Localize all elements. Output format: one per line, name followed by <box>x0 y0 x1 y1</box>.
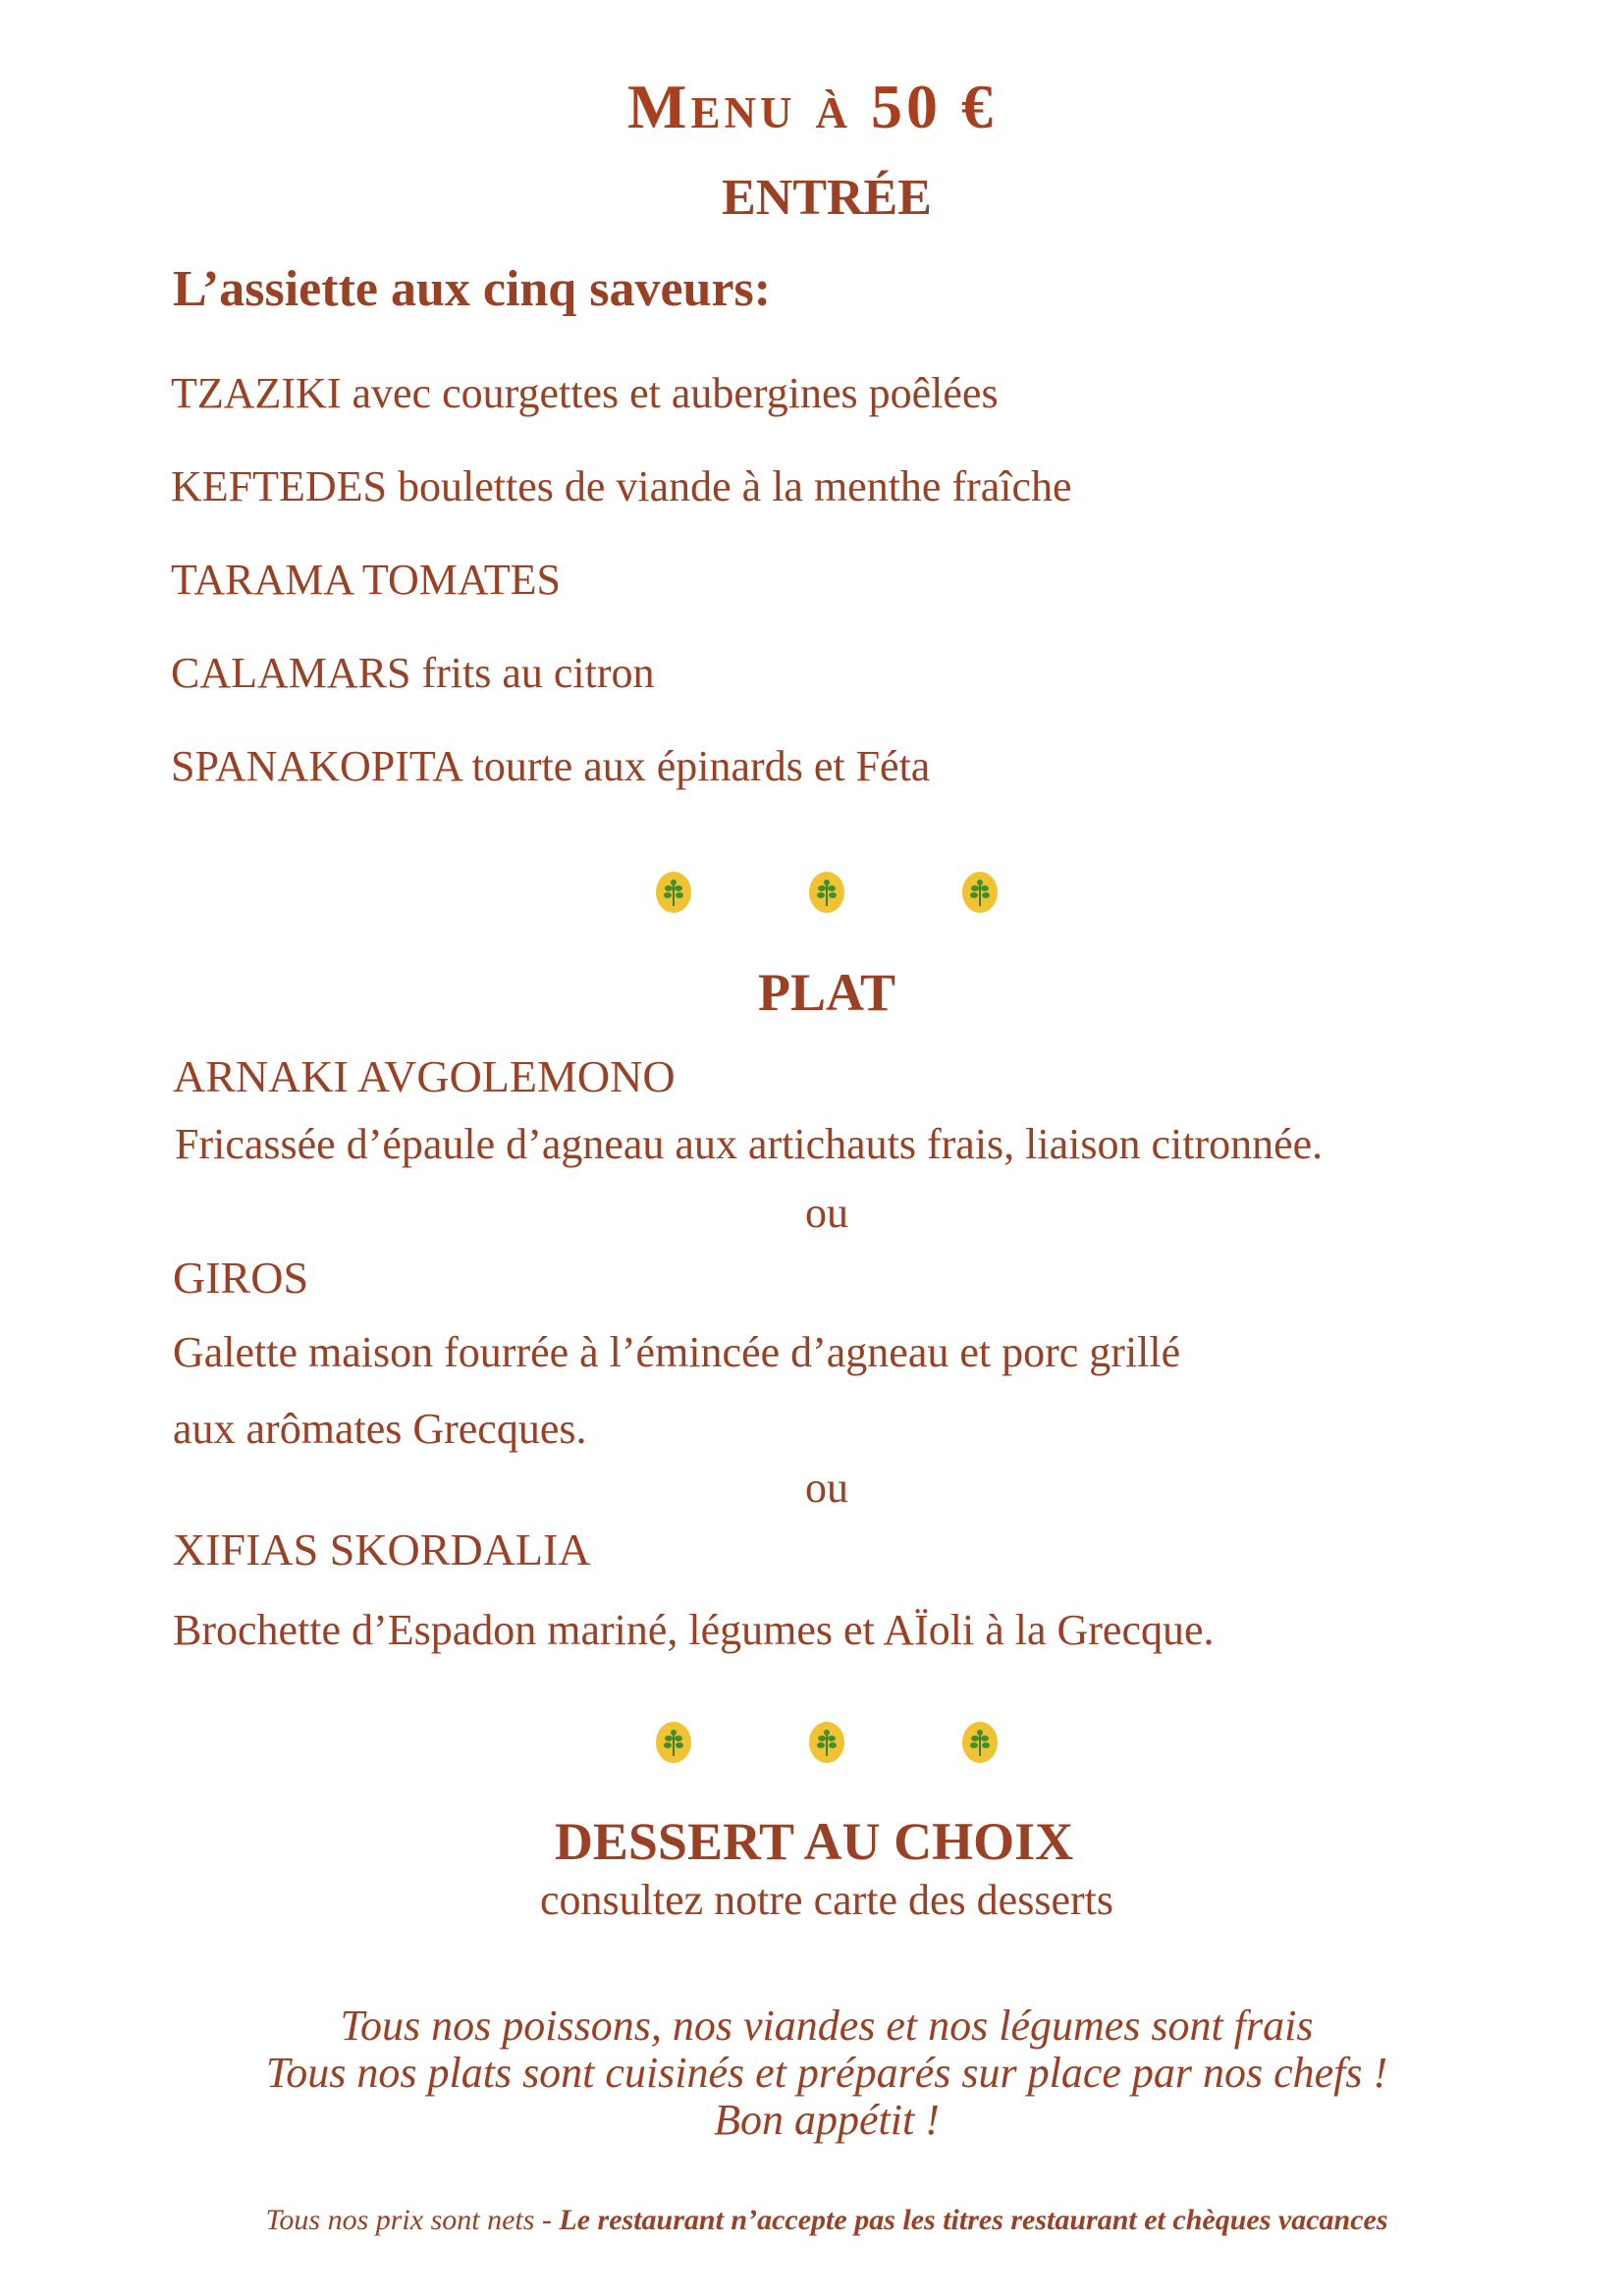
entree-item-desc: avec courgettes et aubergines poêlées <box>341 369 999 417</box>
dish-desc: Brochette d’Espadon mariné, légumes et AÏoli à la Grecque. <box>173 1606 1215 1654</box>
entree-item <box>171 368 999 418</box>
note-line: Tous nos plats sont cuisinés et préparés sur place par nos chefs ! <box>265 2049 1388 2097</box>
olive-branch-icon <box>656 1722 691 1763</box>
entree-item-name: TARAMA TOMATES <box>171 556 562 604</box>
olive-branch-icon <box>809 1722 844 1763</box>
plat-heading: PLAT <box>757 963 895 1022</box>
ornament-row <box>0 1722 1624 1763</box>
entree-item-name: CALAMARS <box>171 649 411 697</box>
note-line: Tous nos poissons, nos viandes et nos légumes sont frais <box>340 2002 1314 2050</box>
entree-item <box>171 555 561 605</box>
entree-item-desc: tourte aux épinards et Féta <box>460 742 931 790</box>
footer-text <box>0 2204 1624 2237</box>
or-separator: ou <box>805 1464 848 1512</box>
olive-branch-icon <box>809 872 844 913</box>
entree-item-name: SPANAKOPITA <box>171 742 461 790</box>
olive-branch-icon <box>656 872 691 913</box>
dish-name: GIROS <box>173 1253 309 1303</box>
entree-item-desc: boulettes de viande à la menthe fraîche <box>387 462 1072 510</box>
ornament-row <box>0 872 1624 913</box>
footer-prefix: Tous nos prix sont nets - <box>265 2204 560 2236</box>
dish-name: ARNAKI AVGOLEMONO <box>173 1051 676 1101</box>
entree-item-name: KEFTEDES <box>171 462 387 510</box>
entree-item-name: TZAZIKI <box>171 369 342 417</box>
entree-item <box>171 461 1072 511</box>
dish-desc: Fricassée d’épaule d’agneau aux artichauts frais, liaison citronnée. <box>175 1120 1324 1168</box>
dish-desc: aux arômates Grecques. <box>173 1405 587 1453</box>
olive-branch-icon <box>962 1722 998 1763</box>
entree-heading: ENTRÉE <box>722 170 932 226</box>
footer-notice: Le restaurant n’accepte pas les titres restaurant et chèques vacances <box>559 2204 1388 2236</box>
dish-name: XIFIAS SKORDALIA <box>173 1524 591 1575</box>
dish-desc: Galette maison fourrée à l’émincée d’agneau et porc grillé <box>173 1328 1181 1376</box>
entree-item-desc: frits au citron <box>410 649 655 697</box>
note-line: Bon appétit ! <box>714 2096 940 2144</box>
olive-branch-icon <box>962 872 998 913</box>
menu-title: Menu à 50 € <box>627 72 997 141</box>
entree-item <box>171 741 930 791</box>
dessert-heading: DESSERT AU CHOIX <box>554 1812 1074 1871</box>
notes-block <box>0 2002 1624 2144</box>
entree-subheading: L’assiette aux cinq saveurs: <box>173 261 772 317</box>
or-separator: ou <box>805 1189 848 1237</box>
dessert-subheading: consultez notre carte des desserts <box>540 1876 1113 1924</box>
entree-item <box>171 648 655 698</box>
